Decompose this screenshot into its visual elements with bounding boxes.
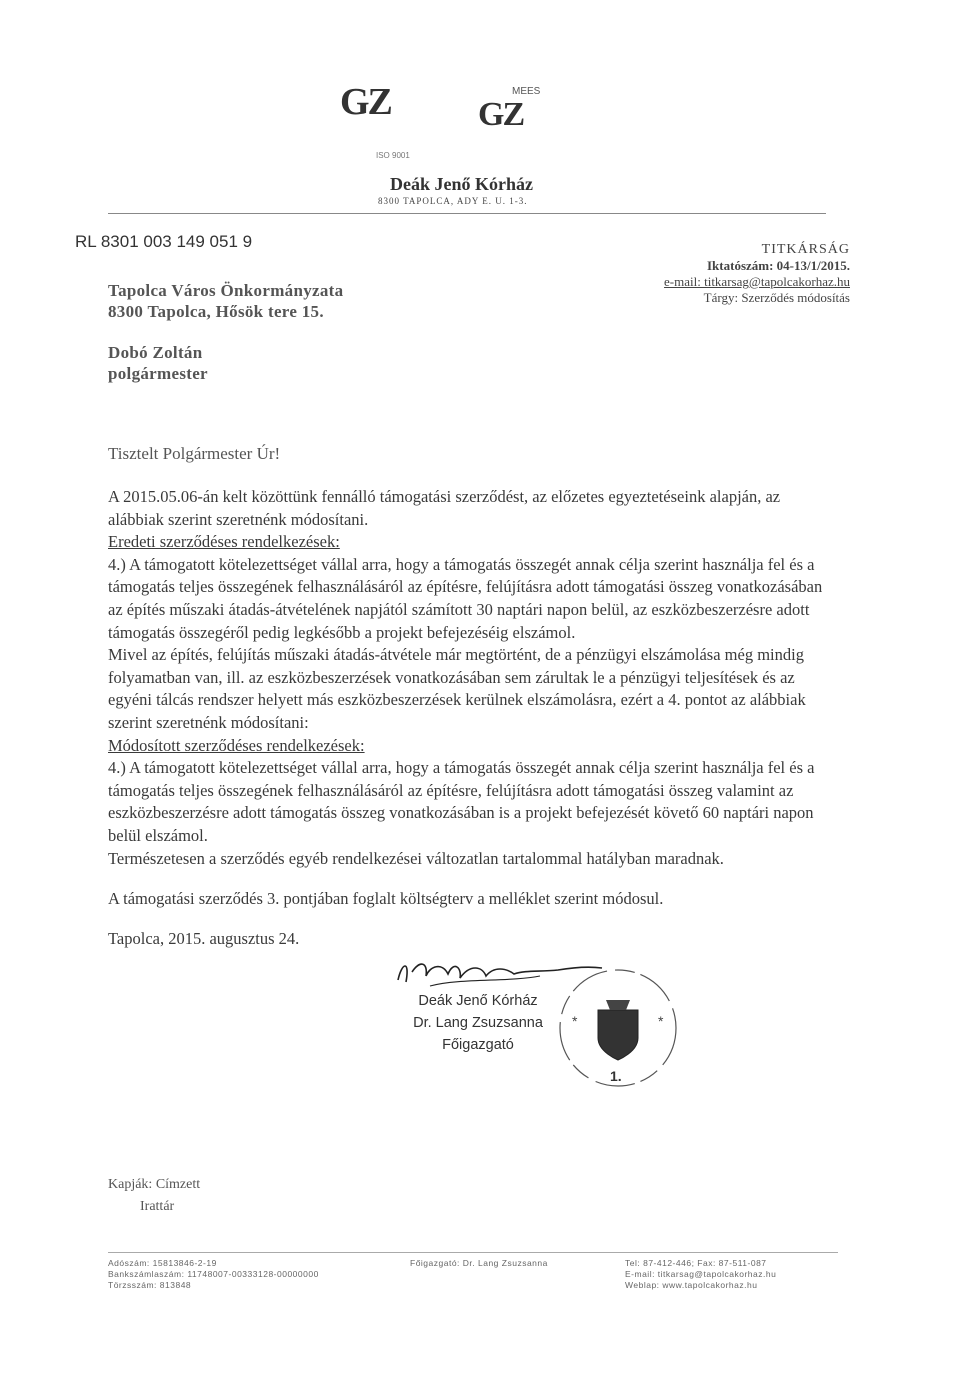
footer-director: Főigazgató: Dr. Lang Zsuzsanna [410,1258,548,1268]
addressee-address: 8300 Tapolca, Hősök tere 15. [108,302,324,321]
footer-col-1 [108,1258,358,1291]
footer-registry-number: Törzsszám: 813848 [108,1280,192,1290]
logo-small-label: MEES [512,86,541,97]
reference-block [510,242,850,306]
salutation: Tisztelt Polgármester Úr! [108,444,281,463]
modified-provision: 4.) A támogatott kötelezettséget vállal arra, hogy a támogatás összegét annak célja szerint használja fel és a támogatás teljes összegének felhasználásáról az építésre, felújításra adott támogatási összeg valamint az eszközbeszerzésre adott támogatás összeg vonatkozásában is a projekt befejezését követő 60 naptári napon belül elszámol. [108,758,815,845]
closing-paragraph: Természetesen a szerződés egyéb rendelkezései változatlan tartalommal hatályban maradnak. [108,848,724,868]
signatory-institution: Deák Jenő Kórház [418,993,538,1009]
addressee-name: Dobó Zoltán [108,343,203,362]
original-provision: 4.) A támogatott kötelezettséget vállal arra, hogy a támogatás összegét annak célja szerint használja fel és a támogatás teljes összegének felhasználásáról az építésre, felújításra adott támogatási összeg vonatkozásában az építés műszaki átadás-átvételének napjától számított 30 naptári napon belül, az eszközbeszerzésre adott támogatás összegéről pedig legkésőbb a projekt befejezéséig elszámol. [108,554,823,642]
letter-body [108,486,838,870]
postal-tracking-code: RL 8301 003 149 051 9 [75,232,253,251]
subject-line: Tárgy: Szerződés módosítás [703,290,850,305]
signatory-name: Dr. Lang Zsuzsanna [413,1015,543,1031]
footer-tax-number: Adószám: 15813846-2-19 [108,1258,217,1268]
copies-label: Kapják: Címzett [108,1177,201,1192]
copies-item: Irattár [140,1199,175,1214]
header-rule [108,213,826,214]
logo-right-text: GZ [478,96,524,133]
email-link[interactable]: e-mail: titkarsag@tapolcakorhaz.hu [664,274,850,289]
svg-text:*: * [658,1013,664,1029]
place-date: Tapolca, 2015. augusztus 24. [108,929,300,948]
budget-note: A támogatási szerződés 3. pontjában foglalt költségterv a melléklet szerint módosul. [108,889,664,908]
copies-block [108,1174,200,1218]
addressee-title: polgármester [108,364,208,383]
hospital-address: 8300 TAPOLCA, ADY E. U. 1-3. [378,196,528,206]
logo-left-text: GZ [340,81,391,123]
iso-label: ISO 9001 [376,151,410,160]
footer-phone: Tel: 87-412-446; Fax: 87-511-087 [625,1258,767,1268]
logo-right [478,96,523,134]
footer-col-3 [625,1258,845,1291]
footer-rule [108,1252,838,1253]
footer-website[interactable]: Weblap: www.tapolcakorhaz.hu [625,1280,758,1290]
modified-heading: Módosított szerződéses rendelkezések: [108,735,365,755]
logo-left [340,80,391,124]
footer-col-2 [410,1258,610,1269]
addressee-org: Tapolca Város Önkormányzata [108,281,344,300]
svg-text:*: * [572,1013,578,1029]
addressee-block [108,280,343,384]
file-number: Iktatószám: 04-13/1/2015. [707,258,850,273]
stamp-number: 1. [610,1068,622,1084]
department-label: TITKÁRSÁG [761,242,850,257]
hospital-name: Deák Jenő Kórház [390,174,533,194]
original-heading: Eredeti szerződéses rendelkezések: [108,532,340,552]
explanation-paragraph: Mivel az építés, felújítás műszaki átadás-átvétele már megtörtént, de a pénzügyi elszámolása még mindig folyamatban van, ill. az eszközbeszerzések vonatkozásában sem zárultak le a pénzügyi teljesítések és az egyéni tálcás rendszer helyett más eszközbeszerzések kerülnek elszámolásra, ezért a 4. pontot az alábbiak szerint szeretnénk módosítani: [108,645,806,732]
footer-bank-account: Bankszámlaszám: 11748007-00333128-00000000 [108,1269,319,1279]
signatory-title: Főigazgató [442,1037,514,1053]
footer-email[interactable]: E-mail: titkarsag@tapolcakorhaz.hu [625,1269,777,1279]
intro-paragraph: A 2015.05.06-án kelt közöttünk fennálló támogatási szerződést, az előzetes egyeztetéseink alapján, az alábbiak szerint szeretnénk módosítani. [108,487,781,529]
